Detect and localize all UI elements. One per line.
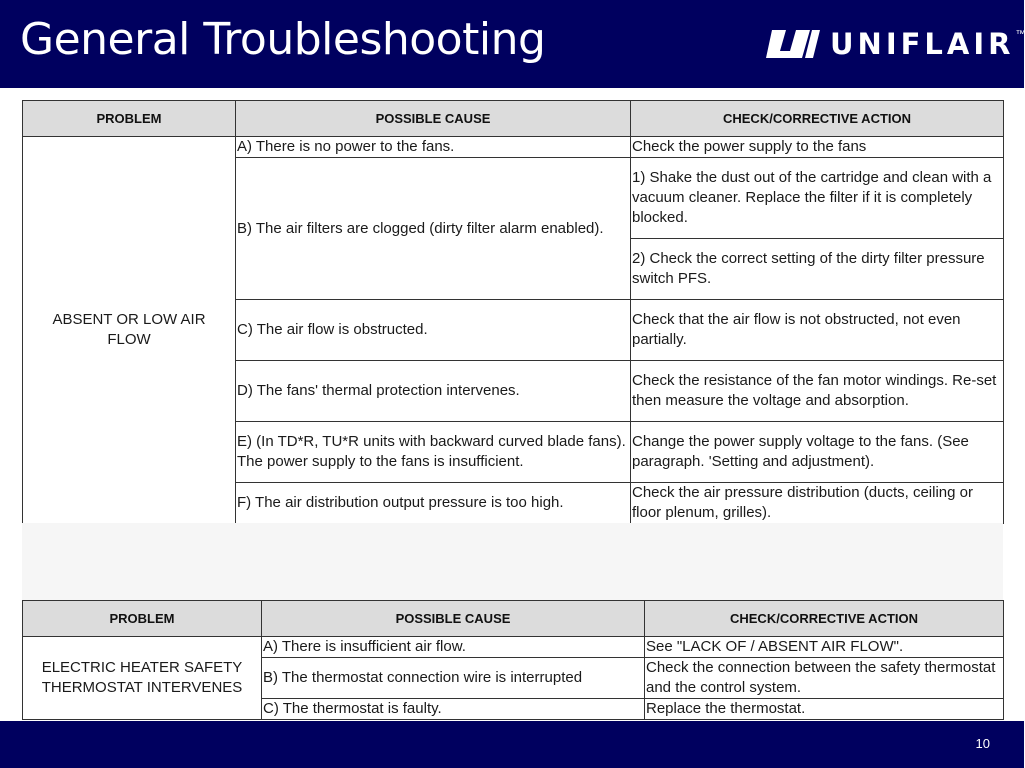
column-header-corrective-action: CHECK/CORRECTIVE ACTION [645,601,1004,637]
cause-cell: A) There is no power to the fans. [236,137,631,158]
brand-logo [764,27,1025,61]
column-header-problem: PROBLEM [23,601,262,637]
action-cell: Check the resistance of the fan motor windings. Re-set then measure the voltage and absorption. [631,361,1004,422]
action-cell: Check the power supply to the fans [631,137,1004,158]
action-cell: Change the power supply voltage to the fans. (See paragraph. 'Setting and adjustment). [631,422,1004,483]
trademark-symbol: ™ [1015,28,1025,40]
cause-cell: F) The air distribution output pressure is too high. [236,483,631,524]
cause-cell: D) The fans' thermal protection intervenes. [236,361,631,422]
action-cell: Check that the air flow is not obstructed, not even partially. [631,300,1004,361]
table-header-row [23,101,1004,137]
blank-gap [22,523,1003,601]
table-row [23,137,1004,158]
table-row [23,637,1004,658]
slide-footer [0,721,1024,768]
action-cell: Replace the thermostat. [645,699,1004,720]
troubleshooting-table-airflow [22,100,1004,524]
cause-cell: E) (In TD*R, TU*R units with backward curved blade fans). The power supply to the fans is insufficient. [236,422,631,483]
cause-cell: C) The thermostat is faulty. [262,699,645,720]
cause-cell: A) There is insufficient air flow. [262,637,645,658]
column-header-corrective-action: CHECK/CORRECTIVE ACTION [631,101,1004,137]
action-cell: Check the air pressure distribution (ducts, ceiling or floor plenum, grilles). [631,483,1004,524]
action-cell: 1) Shake the dust out of the cartridge and clean with a vacuum cleaner. Replace the filter if it is completely blocked. [631,158,1004,239]
problem-cell: ABSENT OR LOW AIR FLOW [23,137,236,524]
column-header-problem: PROBLEM [23,101,236,137]
action-cell: See "LACK OF / ABSENT AIR FLOW". [645,637,1004,658]
table-header-row [23,601,1004,637]
column-header-possible-cause: POSSIBLE CAUSE [262,601,645,637]
slide-header [0,0,1024,88]
cause-cell: C) The air flow is obstructed. [236,300,631,361]
action-cell: Check the connection between the safety thermostat and the control system. [645,658,1004,699]
action-cell: 2) Check the correct setting of the dirty filter pressure switch PFS. [631,239,1004,300]
slide-title: General Troubleshooting [20,14,546,65]
troubleshooting-table-heater [22,600,1004,720]
page-number: 10 [975,736,990,751]
problem-cell: ELECTRIC HEATER SAFETY THERMOSTAT INTERVENES [23,637,262,720]
brand-name: UNIFLAIR [830,27,1015,61]
uniflair-u-logo-icon [764,27,822,61]
column-header-possible-cause: POSSIBLE CAUSE [236,101,631,137]
cause-cell: B) The air filters are clogged (dirty filter alarm enabled). [236,158,631,300]
cause-cell: B) The thermostat connection wire is interrupted [262,658,645,699]
